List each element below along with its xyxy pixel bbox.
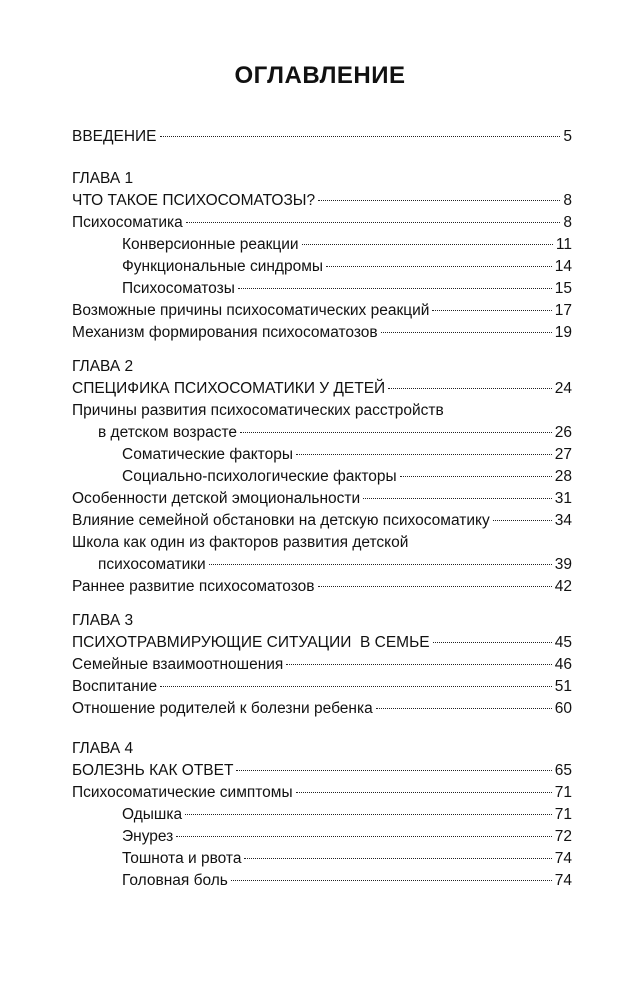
toc-page-number: 19 xyxy=(554,324,572,341)
toc-label: СПЕЦИФИКА ПСИХОСОМАТИКИ У ДЕТЕЙ xyxy=(72,380,386,397)
toc-entry[interactable] xyxy=(72,510,572,532)
toc-page-number: 46 xyxy=(554,656,572,673)
toc-entry[interactable] xyxy=(72,676,572,698)
toc-page-number: 26 xyxy=(554,424,572,441)
toc-entry-intro[interactable] xyxy=(72,126,572,148)
toc-page-number: 60 xyxy=(554,700,572,717)
toc-label: Воспитание xyxy=(72,678,158,695)
toc-label: Функциональные синдромы xyxy=(122,258,324,275)
leader-dots xyxy=(318,199,560,201)
toc-page-number: 51 xyxy=(554,678,572,695)
toc-label: Влияние семейной обстановки на детскую психосоматику xyxy=(72,512,490,529)
toc-page-number: 42 xyxy=(554,578,572,595)
leader-dots xyxy=(296,791,552,793)
toc-page-number: 15 xyxy=(554,280,572,297)
leader-dots xyxy=(433,641,552,643)
toc-subentry[interactable] xyxy=(122,848,572,870)
toc-page-number: 24 xyxy=(554,380,572,397)
leader-dots xyxy=(244,857,551,859)
toc-label: Одышка xyxy=(122,806,183,823)
toc-label: Социально-психологические факторы xyxy=(122,468,397,485)
toc-page-number: 27 xyxy=(554,446,572,463)
toc-entry[interactable] xyxy=(72,488,572,510)
toc-page-number: 65 xyxy=(554,762,572,779)
toc-subentry[interactable] xyxy=(122,804,572,826)
toc-label: БОЛЕЗНЬ КАК ОТВЕТ xyxy=(72,762,234,779)
toc-label: Психосоматика xyxy=(72,214,183,231)
leader-dots xyxy=(186,221,561,223)
leader-dots xyxy=(493,519,552,521)
toc-entry[interactable] xyxy=(72,782,572,804)
toc-label: Конверсионные реакции xyxy=(122,236,299,253)
toc-label: Тошнота и рвота xyxy=(122,850,242,867)
toc-label: Головная боль xyxy=(122,872,228,889)
leader-dots xyxy=(185,813,552,815)
toc-page-number: 71 xyxy=(554,806,572,823)
page-title: ОГЛАВЛЕНИЕ xyxy=(234,62,406,89)
toc-label: ВВЕДЕНИЕ xyxy=(72,128,157,145)
toc-label: Семейные взаимоотношения xyxy=(72,656,284,673)
toc-label: Раннее развитие психосоматозов xyxy=(72,578,315,595)
toc-entry[interactable] xyxy=(72,300,572,322)
leader-dots xyxy=(388,387,552,389)
toc-entry[interactable] xyxy=(72,322,572,344)
toc-page-number: 34 xyxy=(554,512,572,529)
toc-page-number: 11 xyxy=(555,236,572,253)
toc-label: психосоматики xyxy=(98,556,206,573)
toc-subentry[interactable] xyxy=(122,870,572,892)
toc-label: Энурез xyxy=(122,828,174,845)
chapter-2-heading: ГЛАВА 2 xyxy=(72,358,134,375)
leader-dots xyxy=(286,663,551,665)
leader-dots xyxy=(160,685,552,687)
chapter-2-title[interactable] xyxy=(72,378,572,400)
toc-page-number: 28 xyxy=(554,468,572,485)
toc-entry[interactable] xyxy=(72,576,572,598)
leader-dots xyxy=(238,287,552,289)
toc-subentry[interactable] xyxy=(122,234,572,256)
toc-page-number: 39 xyxy=(554,556,572,573)
toc-page-number: 5 xyxy=(563,128,572,145)
chapter-1-heading: ГЛАВА 1 xyxy=(72,170,134,187)
leader-dots xyxy=(240,431,552,433)
leader-dots xyxy=(400,475,552,477)
leader-dots xyxy=(432,309,551,311)
toc-subentry[interactable] xyxy=(122,466,572,488)
leader-dots xyxy=(160,135,561,137)
toc-entry-first-line[interactable]: Причины развития психосоматических расстройств xyxy=(72,402,444,419)
leader-dots xyxy=(326,265,552,267)
toc-subentry[interactable] xyxy=(122,278,572,300)
leader-dots xyxy=(209,563,552,565)
toc-page-number: 72 xyxy=(554,828,572,845)
toc-subentry[interactable] xyxy=(122,444,572,466)
toc-entry-continuation[interactable] xyxy=(98,554,572,576)
toc-page-number: 45 xyxy=(554,634,572,651)
toc-label: ПСИХОТРАВМИРУЮЩИЕ СИТУАЦИИ В СЕМЬЕ xyxy=(72,634,430,651)
chapter-4-heading: ГЛАВА 4 xyxy=(72,740,134,757)
toc-label: Отношение родителей к болезни ребенка xyxy=(72,700,373,717)
toc-page-number: 14 xyxy=(554,258,572,275)
toc-page-number: 74 xyxy=(554,872,572,889)
toc-subentry[interactable] xyxy=(122,826,572,848)
leader-dots xyxy=(318,585,552,587)
toc-page-number: 8 xyxy=(563,214,572,231)
toc-entry-first-line[interactable]: Школа как один из факторов развития детской xyxy=(72,534,409,551)
leader-dots xyxy=(236,769,551,771)
toc-page-number: 17 xyxy=(554,302,572,319)
toc-subentry[interactable] xyxy=(122,256,572,278)
toc-page-number: 74 xyxy=(554,850,572,867)
leader-dots xyxy=(296,453,552,455)
toc-label: Психосоматозы xyxy=(122,280,235,297)
toc-label: ЧТО ТАКОЕ ПСИХОСОМАТОЗЫ? xyxy=(72,192,316,209)
chapter-4-title[interactable] xyxy=(72,760,572,782)
toc-entry[interactable] xyxy=(72,654,572,676)
toc-page-number: 71 xyxy=(554,784,572,801)
leader-dots xyxy=(363,497,552,499)
leader-dots xyxy=(231,879,552,881)
toc-label: Возможные причины психосоматических реакций xyxy=(72,302,430,319)
chapter-3-heading: ГЛАВА 3 xyxy=(72,612,134,629)
toc-label: Психосоматические симптомы xyxy=(72,784,293,801)
toc-label: Соматические факторы xyxy=(122,446,293,463)
chapter-1-title[interactable] xyxy=(72,190,572,212)
leader-dots xyxy=(376,707,552,709)
toc-page-number: 31 xyxy=(554,490,572,507)
toc-entry-continuation[interactable] xyxy=(98,422,572,444)
toc-label: Особенности детской эмоциональности xyxy=(72,490,361,507)
toc-label: в детском возрасте xyxy=(98,424,238,441)
toc-entry[interactable] xyxy=(72,698,572,720)
leader-dots xyxy=(302,243,553,245)
toc-page-number: 8 xyxy=(563,192,572,209)
toc-label: Механизм формирования психосоматозов xyxy=(72,324,378,341)
chapter-3-title[interactable] xyxy=(72,632,572,654)
toc-entry[interactable] xyxy=(72,212,572,234)
leader-dots xyxy=(176,835,551,837)
leader-dots xyxy=(381,331,552,333)
